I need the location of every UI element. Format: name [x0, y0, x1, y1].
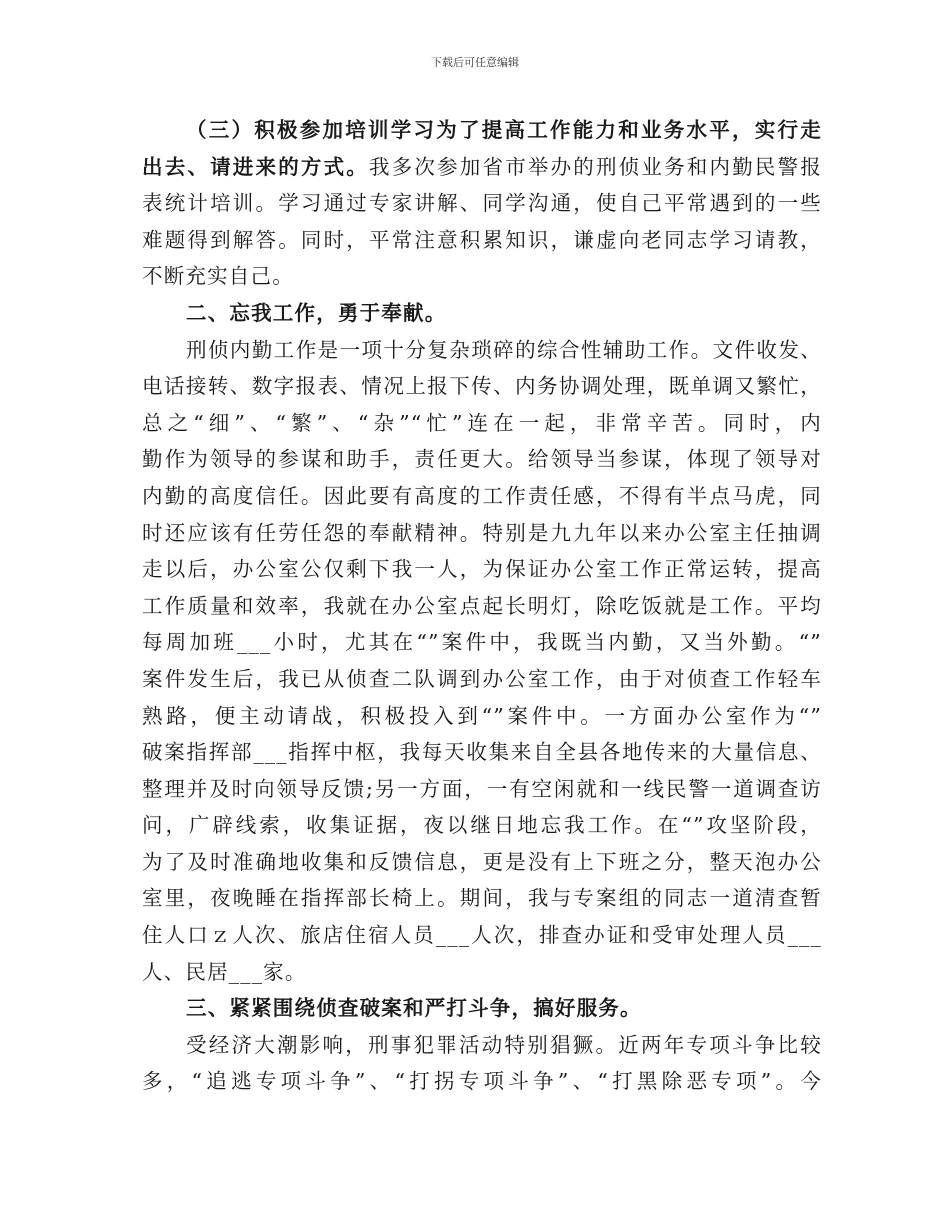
text-line: 为了及时准确地收集和反馈信息，更是没有上下班之分，整天泡办公: [142, 849, 822, 874]
text-span: 我多次参加省市举办的刑侦业务和内勤民警报: [369, 154, 822, 179]
page-header: 下载后可任意编辑: [431, 56, 519, 69]
text-line: 室里，夜晚睡在指挥部长椅上。期间，我与专案组的同志一道清查暂: [142, 886, 822, 911]
document-body: [142, 112, 822, 1100]
text-line: 电话接转、数字报表、情况上报下传、内务协调处理，既单调又繁忙，: [142, 374, 822, 399]
section-three-sub-heading-cont: 出去、请进来的方式。: [142, 154, 369, 179]
text-line: 时还应该有任劳任怨的奉献精神。特别是九九年以来办公室主任抽调: [142, 520, 822, 545]
section-three-sub-heading: （三）积极参加培训学习为了提高工作能力和业务水平，实行走: [186, 118, 822, 142]
text-line: 住人口ｚ人次、旅店住宿人员___人次，排查办证和受审处理人员___: [142, 923, 822, 948]
text-line: 问，广辟线索，收集证据，夜以继日地忘我工作。在“”攻坚阶段，: [142, 813, 822, 838]
text-line: [142, 149, 822, 186]
text-line: 熟路，便主动请战，积极投入到“”案件中。一方面办公室作为“”: [142, 703, 822, 728]
section-heading-3: 三、紧紧围绕侦查破案和严打斗争，搞好服务。: [186, 996, 642, 1021]
text-line: 表统计培训。学习通过专家讲解、同学沟通，使自己平常遇到的一些: [142, 191, 822, 216]
text-line: 走以后，办公室公仅剩下我一人，为保证办公室工作正常运转，提高: [142, 557, 822, 582]
text-line: 多，“追逃专项斗争”、“打拐专项斗争”、“打黑除恶专项”。今: [142, 1069, 822, 1094]
text-line: 不断充实自己。: [142, 264, 294, 289]
text-line: 内勤的高度信任。因此要有高度的工作责任感，不得有半点马虎，同: [142, 483, 822, 508]
section-heading-2: 二、忘我工作，勇于奉献。: [186, 300, 447, 325]
text-line: 整理并及时向领导反馈;另一方面，一有空闲就和一线民警一道调查访: [142, 776, 822, 801]
text-line: 勤作为领导的参谋和助手，责任更大。给领导当参谋，体现了领导对: [142, 447, 822, 472]
text-line: 破案指挥部___指挥中枢，我每天收集来自全县各地传来的大量信息、: [142, 740, 822, 765]
text-line: 刑侦内勤工作是一项十分复杂琐碎的综合性辅助工作。文件收发、: [186, 337, 822, 362]
text-line: 案件发生后，我已从侦查二队调到办公室工作，由于对侦查工作轻车: [142, 666, 822, 691]
text-line: 人、民居___家。: [142, 959, 307, 984]
text-line: 总之“细”、“繁”、“杂”“忙”连在一起，非常辛苦。同时，内: [142, 410, 822, 435]
text-line: 难题得到解答。同时，平常注意积累知识，谦虚向老同志学习请教，: [142, 227, 822, 252]
text-line: 工作质量和效率，我就在办公室点起长明灯，除吃饭就是工作。平均: [142, 593, 822, 618]
text-line: 受经济大潮影响，刑事犯罪活动特别猖獗。近两年专项斗争比较: [186, 1032, 822, 1057]
text-line: 每周加班___小时，尤其在“”案件中，我既当内勤，又当外勤。“”: [142, 630, 822, 655]
